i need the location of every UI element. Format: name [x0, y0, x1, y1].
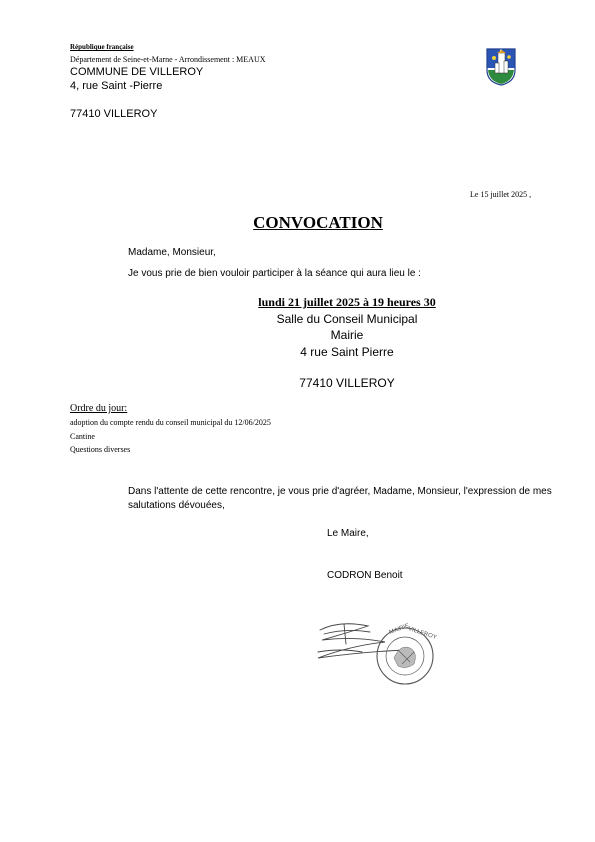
department-line: Département de Seine-et-Marne - Arrondissement : MEAUX: [70, 55, 266, 64]
salutation: Madame, Monsieur,: [128, 247, 216, 258]
svg-text:VILLEROY: VILLEROY: [407, 626, 438, 641]
signatory-role: Le Maire,: [327, 528, 369, 539]
meeting-room: Salle du Conseil Municipal: [276, 312, 418, 326]
meeting-address: 4 rue Saint Pierre: [300, 345, 394, 359]
closing-formula: Dans l'attente de cette rencontre, je vous prie d'agréer, Madame, Monsieur, l'expression de mes salutations dévouées,: [128, 486, 552, 511]
agenda-heading: Ordre du jour:: [70, 403, 128, 414]
letter-date: Le 15 juillet 2025 ,: [470, 190, 532, 199]
commune-postal: 77410 VILLEROY: [70, 108, 158, 120]
agenda-item: Cantine: [70, 432, 95, 441]
agenda-item: Questions diverses: [70, 445, 131, 454]
coat-of-arms-icon: [486, 48, 516, 86]
signatory-name: CODRON Benoit: [327, 570, 403, 581]
commune-name: COMMUNE DE VILLEROY: [70, 66, 204, 78]
invitation-text: Je vous prie de bien vouloir participer à la séance qui aura lieu le :: [128, 268, 421, 279]
svg-text:MAIRIE: MAIRIE: [388, 623, 411, 636]
page-title: CONVOCATION: [253, 213, 383, 232]
republic-label: République française: [70, 43, 134, 51]
meeting-city: 77410 VILLEROY: [299, 376, 395, 390]
meeting-building: Mairie: [330, 328, 364, 342]
agenda-item: adoption du compte rendu du conseil municipal du 12/06/2025: [70, 418, 271, 427]
commune-street: 4, rue Saint -Pierre: [70, 80, 163, 92]
meeting-date: lundi 21 juillet 2025 à 19 heures 30: [258, 295, 436, 309]
signature-stamp-icon: [310, 612, 450, 692]
